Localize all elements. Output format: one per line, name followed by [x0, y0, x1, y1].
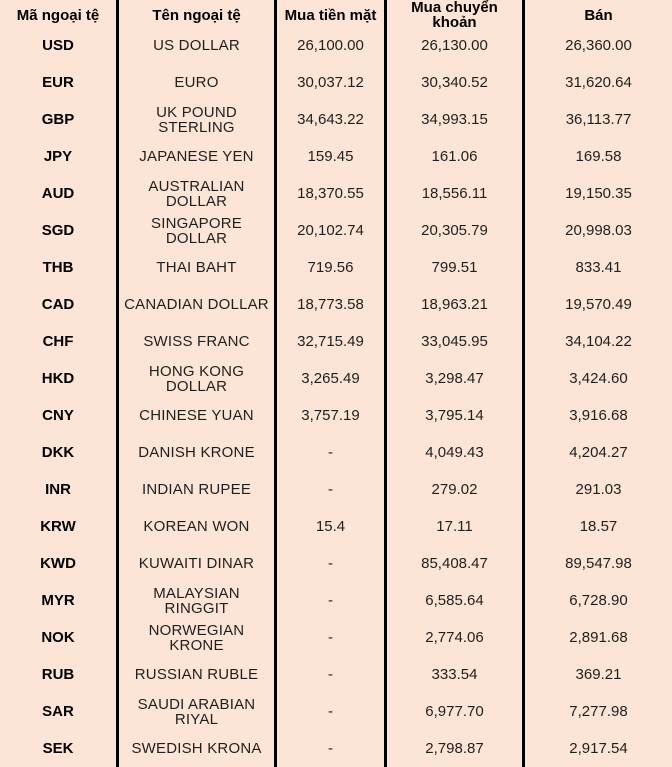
currency-code: SEK — [0, 730, 119, 767]
sell-rate: 3,424.60 — [569, 370, 628, 387]
cash-buy-rate: 34,643.22 — [277, 101, 387, 138]
currency-code: CAD — [0, 286, 119, 323]
cash-buy-rate: 15.4 — [277, 508, 387, 545]
cash-buy-rate: - — [277, 730, 387, 767]
currency-name: RUSSIAN RUBLE — [119, 656, 277, 693]
table-row — [0, 397, 672, 434]
currency-name: DANISH KRONE — [119, 434, 277, 471]
transfer-buy-rate: 6,585.64 — [387, 582, 525, 619]
transfer-buy-rate: 2,798.87 — [387, 730, 525, 767]
sell-rate: 89,547.98 — [565, 555, 632, 572]
sell-rate: 19,150.35 — [565, 185, 632, 202]
cash-buy-rate: - — [277, 693, 387, 730]
sell-rate: 20,998.03 — [565, 222, 632, 239]
table-row — [0, 545, 672, 582]
table-row — [0, 323, 672, 360]
sell-rate: 2,891.68 — [569, 629, 628, 646]
transfer-buy-rate: 20,305.79 — [387, 212, 525, 249]
currency-code: JPY — [0, 138, 119, 175]
transfer-buy-rate: 18,963.21 — [387, 286, 525, 323]
transfer-buy-rate: 2,774.06 — [387, 619, 525, 656]
sell-rate: 4,204.27 — [569, 444, 628, 461]
table-row — [0, 656, 672, 693]
table-row — [0, 619, 672, 656]
transfer-buy-rate: 85,408.47 — [387, 545, 525, 582]
cash-buy-rate: 719.56 — [277, 249, 387, 286]
currency-name: US DOLLAR — [119, 27, 277, 64]
currency-code: USD — [0, 27, 119, 64]
currency-name: AUSTRALIAN DOLLAR — [119, 175, 277, 212]
currency-name: HONG KONG DOLLAR — [119, 360, 277, 397]
currency-code: AUD — [0, 175, 119, 212]
currency-code: KRW — [0, 508, 119, 545]
transfer-buy-rate: 4,049.43 — [387, 434, 525, 471]
cash-buy-rate: - — [277, 434, 387, 471]
transfer-buy-rate: 34,993.15 — [387, 101, 525, 138]
currency-name: SAUDI ARABIAN RIYAL — [119, 693, 277, 730]
table-row — [0, 249, 672, 286]
cash-buy-rate: - — [277, 656, 387, 693]
sell-rate: 2,917.54 — [569, 740, 628, 757]
currency-code: CHF — [0, 323, 119, 360]
cash-buy-rate: - — [277, 582, 387, 619]
currency-name: NORWEGIAN KRONE — [119, 619, 277, 656]
currency-code: HKD — [0, 360, 119, 397]
table-row — [0, 693, 672, 730]
column-header-transfer-buy: Mua chuyển khoản — [387, 0, 525, 30]
table-row — [0, 434, 672, 471]
sell-rate: 3,916.68 — [569, 407, 628, 424]
currency-code: DKK — [0, 434, 119, 471]
currency-name: KUWAITI DINAR — [119, 545, 277, 582]
column-header-currency-code: Mã ngoại tệ — [0, 0, 119, 30]
transfer-buy-rate: 17.11 — [387, 508, 525, 545]
cash-buy-rate: 32,715.49 — [277, 323, 387, 360]
table-row — [0, 101, 672, 138]
sell-rate: 26,360.00 — [565, 37, 632, 54]
currency-name: JAPANESE YEN — [119, 138, 277, 175]
cash-buy-rate: - — [277, 471, 387, 508]
table-row — [0, 212, 672, 249]
currency-code: NOK — [0, 619, 119, 656]
transfer-buy-rate: 3,298.47 — [387, 360, 525, 397]
transfer-buy-rate: 333.54 — [387, 656, 525, 693]
cash-buy-rate: 26,100.00 — [277, 27, 387, 64]
sell-rate: 169.58 — [575, 148, 622, 165]
currency-code: SGD — [0, 212, 119, 249]
currency-name: THAI BAHT — [119, 249, 277, 286]
transfer-buy-rate: 33,045.95 — [387, 323, 525, 360]
currency-code: INR — [0, 471, 119, 508]
currency-name: SINGAPORE DOLLAR — [119, 212, 277, 249]
sell-rate: 34,104.22 — [565, 333, 632, 350]
column-header-currency-name: Tên ngoại tệ — [119, 0, 277, 30]
currency-code: RUB — [0, 656, 119, 693]
table-row — [0, 582, 672, 619]
sell-rate: 833.41 — [575, 259, 622, 276]
cash-buy-rate: 18,773.58 — [277, 286, 387, 323]
sell-rate: 6,728.90 — [569, 592, 628, 609]
currency-code: MYR — [0, 582, 119, 619]
cash-buy-rate: 3,265.49 — [277, 360, 387, 397]
table-row — [0, 175, 672, 212]
currency-name: CHINESE YUAN — [119, 397, 277, 434]
currency-code: GBP — [0, 101, 119, 138]
currency-name: EURO — [119, 64, 277, 101]
currency-name: UK POUND STERLING — [119, 101, 277, 138]
table-body — [0, 27, 672, 767]
table-row — [0, 471, 672, 508]
cash-buy-rate: - — [277, 619, 387, 656]
currency-name: MALAYSIAN RINGGIT — [119, 582, 277, 619]
transfer-buy-rate: 161.06 — [387, 138, 525, 175]
table-row — [0, 138, 672, 175]
currency-name: SWEDISH KRONA — [119, 730, 277, 767]
table-row — [0, 508, 672, 545]
sell-rate: 291.03 — [575, 481, 622, 498]
transfer-buy-rate: 26,130.00 — [387, 27, 525, 64]
cash-buy-rate: 3,757.19 — [277, 397, 387, 434]
transfer-buy-rate: 18,556.11 — [387, 175, 525, 212]
table-row — [0, 286, 672, 323]
sell-rate: 7,277.98 — [569, 703, 628, 720]
sell-rate: 36,113.77 — [565, 111, 632, 128]
transfer-buy-rate: 30,340.52 — [387, 64, 525, 101]
sell-rate: 18.57 — [579, 518, 618, 535]
cash-buy-rate: 18,370.55 — [277, 175, 387, 212]
cash-buy-rate: - — [277, 545, 387, 582]
table-row — [0, 27, 672, 64]
sell-rate: 19,570.49 — [565, 296, 632, 313]
column-header-cash-buy: Mua tiền mặt — [277, 0, 387, 30]
currency-code: SAR — [0, 693, 119, 730]
table-row — [0, 360, 672, 397]
transfer-buy-rate: 279.02 — [387, 471, 525, 508]
currency-code: CNY — [0, 397, 119, 434]
transfer-buy-rate: 6,977.70 — [387, 693, 525, 730]
table-row — [0, 730, 672, 767]
currency-name: INDIAN RUPEE — [119, 471, 277, 508]
transfer-buy-rate: 799.51 — [387, 249, 525, 286]
column-header-sell: Bán — [584, 6, 613, 24]
currency-name: SWISS FRANC — [119, 323, 277, 360]
transfer-buy-rate: 3,795.14 — [387, 397, 525, 434]
table-row — [0, 64, 672, 101]
currency-code: EUR — [0, 64, 119, 101]
sell-rate: 369.21 — [575, 666, 622, 683]
currency-code: KWD — [0, 545, 119, 582]
sell-rate: 31,620.64 — [565, 74, 632, 91]
currency-code: THB — [0, 249, 119, 286]
cash-buy-rate: 20,102.74 — [277, 212, 387, 249]
cash-buy-rate: 30,037.12 — [277, 64, 387, 101]
table-header-row — [0, 0, 672, 31]
currency-name: CANADIAN DOLLAR — [119, 286, 277, 323]
currency-name: KOREAN WON — [119, 508, 277, 545]
cash-buy-rate: 159.45 — [277, 138, 387, 175]
